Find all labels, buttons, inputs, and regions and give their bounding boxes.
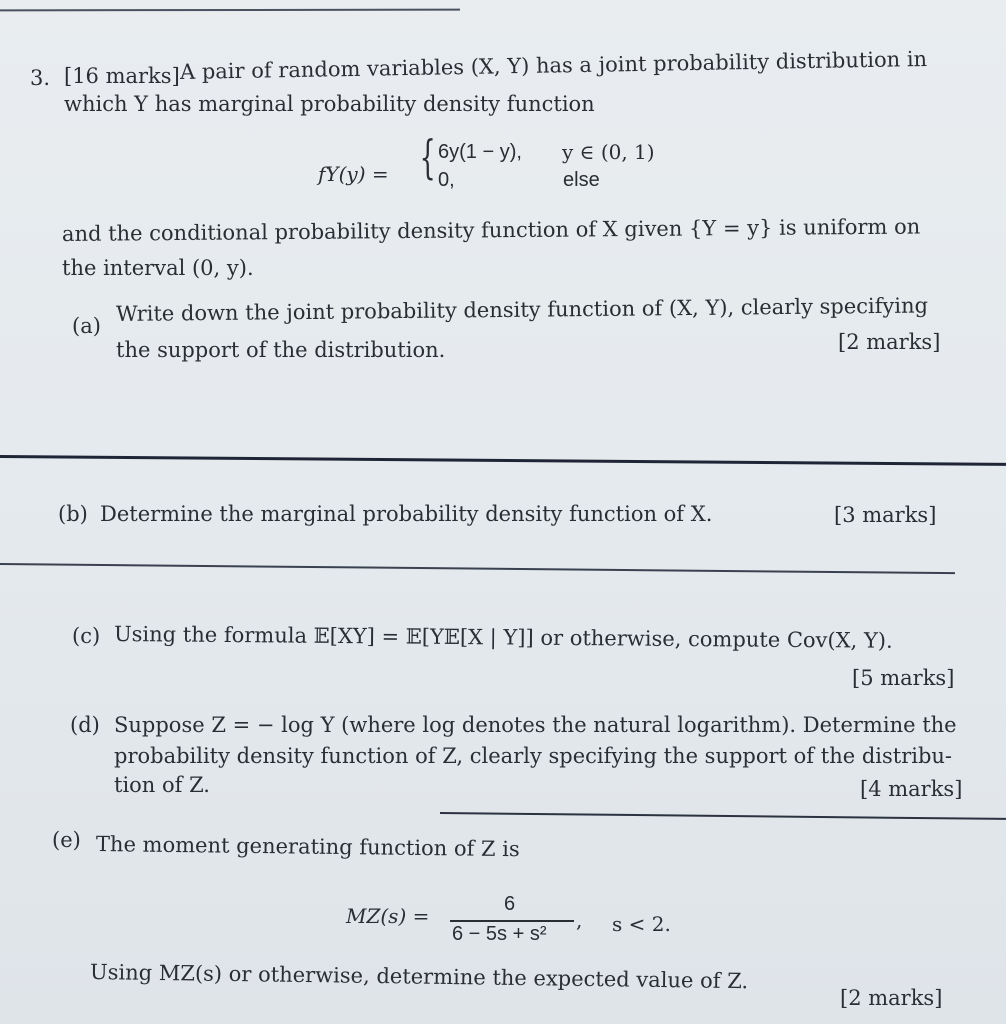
part-e-marks: [2 marks] (840, 986, 943, 1010)
part-d-label: (d) (70, 713, 100, 737)
part-e-line-1: The moment generating function of Z is (95, 832, 520, 862)
intro-line-2: which Y has marginal probability density function (64, 92, 595, 116)
left-brace: { (419, 130, 436, 184)
mgf-lhs: MZ(s) = (346, 904, 430, 928)
part-e-line-2: Using MZ(s) or otherwise, determine the expected value of Z. (89, 960, 749, 994)
part-a-line-1: Write down the joint probability density function of (X, Y), clearly specifying (115, 293, 929, 326)
question-number: 3. (30, 66, 51, 90)
part-a-marks: [2 marks] (838, 330, 941, 354)
question-marks: [16 marks] (64, 64, 180, 88)
part-c-line-1: Using the formula 𝔼[XY] = 𝔼[Y𝔼[X | Y]] or otherwise, compute Cov(X, Y). (113, 622, 893, 653)
mgf-numerator: 6 (504, 893, 516, 915)
part-d-line-1: Suppose Z = − log Y (where log denotes the natural logarithm). Determine the (114, 713, 957, 737)
intro-line-1: A pair of random variables (X, Y) has a joint probability distribution in (179, 46, 928, 84)
divider-d (440, 812, 1006, 820)
part-b-marks: [3 marks] (834, 503, 937, 527)
part-b-label: (b) (58, 502, 88, 526)
part-d-line-2: probability density function of Z, clearly specifying the support of the distribu- (114, 744, 953, 768)
pdf-case-1-expr: 6y(1 − y), (438, 141, 522, 163)
mgf-comma: , (576, 908, 583, 932)
top-edge-line (0, 9, 460, 12)
mgf-condition: s < 2. (612, 912, 671, 936)
part-c-marks: [5 marks] (852, 666, 955, 690)
pdf-case-1-cond: y ∈ (0, 1) (562, 140, 655, 164)
pdf-case-2-expr: 0, (438, 169, 455, 191)
mgf-denominator: 6 − 5s + s² (452, 923, 547, 945)
pdf-case-2-cond: else (563, 169, 600, 191)
pdf-lhs: fY(y) = (318, 162, 389, 186)
part-d-marks: [4 marks] (860, 777, 963, 801)
divider-a (0, 455, 1006, 466)
divider-b (0, 563, 955, 574)
part-e-label: (e) (52, 828, 81, 852)
part-a-line-2: the support of the distribution. (116, 338, 446, 362)
part-d-line-3: tion of Z. (114, 773, 210, 797)
part-a-label: (a) (72, 314, 101, 338)
part-b-line-1: Determine the marginal probability density function of X. (100, 502, 713, 526)
cond-line-2: the interval (0, y). (62, 256, 254, 280)
cond-line-1: and the conditional probability density function of X given {Y = y} is uniform on (61, 214, 921, 246)
part-c-label: (c) (72, 624, 101, 648)
